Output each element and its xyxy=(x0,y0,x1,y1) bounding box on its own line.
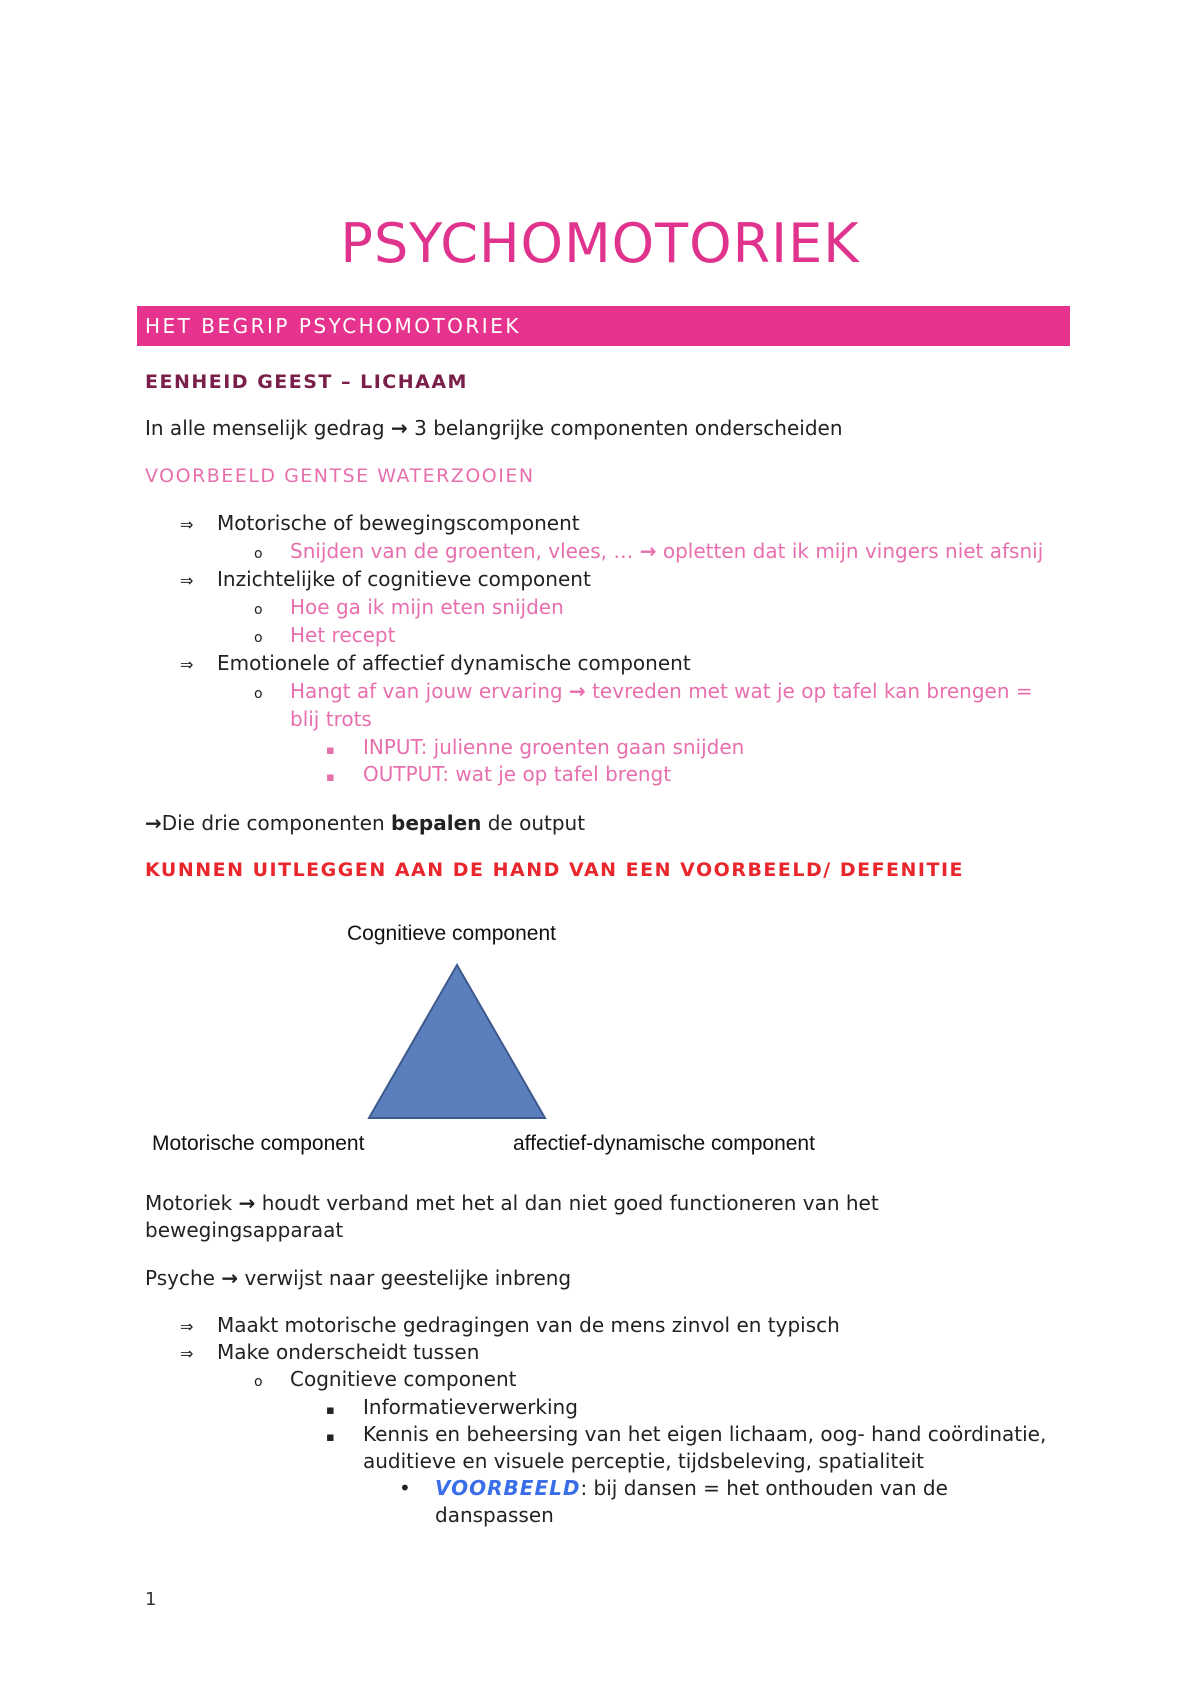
list-item-emotionele: Emotionele of affectief dynamische component xyxy=(217,651,691,675)
implies-icon: ⇒ xyxy=(180,1317,194,1336)
list-subsubitem-output: OUTPUT: wat je op tafel brengt xyxy=(363,762,672,786)
intro-line xyxy=(145,416,843,440)
square-bullet-icon: ▪ xyxy=(326,1403,335,1418)
square-bullet-icon: ▪ xyxy=(326,743,335,758)
diagram-label-left: Motorische component xyxy=(152,1132,365,1155)
list-item-maakt: Maakt motorische gedragingen van de mens zinvol en typisch xyxy=(217,1313,840,1337)
arrow-icon: → xyxy=(639,539,657,563)
circle-bullet-icon: o xyxy=(254,630,263,646)
square-bullet-icon: ▪ xyxy=(326,770,335,785)
arrow-icon: → xyxy=(221,1266,239,1290)
conclusion-line: →Die drie componenten bepalen de output xyxy=(145,811,586,835)
dot-bullet-icon: • xyxy=(399,1476,411,1500)
list-subsubitem-input: INPUT: julienne groenten gaan snijden xyxy=(363,735,745,759)
arrow-icon: → xyxy=(238,1191,256,1215)
implies-icon: ⇒ xyxy=(180,571,194,590)
list-subsubitem-informatie: Informatieverwerking xyxy=(363,1395,578,1419)
circle-bullet-icon: o xyxy=(254,1374,263,1390)
implies-icon: ⇒ xyxy=(180,1344,194,1363)
motoriek-line-cont: bewegingsapparaat xyxy=(145,1218,344,1242)
subheading-voorbeeld: VOORBEELD GENTSE WATERZOOIEN xyxy=(145,465,535,487)
list-subitem-snijden: Snijden van de groenten, vlees, … → opletten dat ik mijn vingers niet afsnij xyxy=(290,539,1044,563)
arrow-icon: → xyxy=(568,679,586,703)
page-number: 1 xyxy=(145,1589,157,1610)
list-item-motorische: Motorische of bewegingscomponent xyxy=(217,511,580,535)
section-heading: HET BEGRIP PSYCHOMOTORIEK xyxy=(145,314,521,338)
arrow-icon: → xyxy=(145,811,162,835)
list-subsubitem-kennis-cont: auditieve en visuele perceptie, tijdsbeleving, spatialiteit xyxy=(363,1449,925,1473)
psyche-line: Psyche → verwijst naar geestelijke inbreng xyxy=(145,1266,572,1290)
implies-icon: ⇒ xyxy=(180,655,194,674)
list-item-inzichtelijke: Inzichtelijke of cognitieve component xyxy=(217,567,591,591)
implies-icon: ⇒ xyxy=(180,515,194,534)
list-subitem-hoe: Hoe ga ik mijn eten snijden xyxy=(290,595,564,619)
intro-text-a: In alle menselijk gedrag xyxy=(145,416,385,440)
circle-bullet-icon: o xyxy=(254,602,263,618)
subheading-eenheid: EENHEID GEEST – LICHAAM xyxy=(145,371,468,393)
motoriek-line: Motoriek → houdt verband met het al dan niet goed functioneren van het xyxy=(145,1191,879,1215)
diagram-label-right: affectief-dynamische component xyxy=(513,1132,815,1155)
list-subitem-ervaring-cont: blij trots xyxy=(290,707,372,731)
list-subitem-ervaring: Hangt af van jouw ervaring → tevreden met wat je op tafel kan brengen = xyxy=(290,679,1033,703)
list-subitem-cognitieve: Cognitieve component xyxy=(290,1367,517,1391)
diagram-label-top: Cognitieve component xyxy=(347,922,556,945)
intro-text-b: 3 belangrijke componenten onderscheiden xyxy=(414,416,843,440)
subheading-uitleggen: KUNNEN UITLEGGEN AAN DE HAND VAN EEN VOORBEELD/ DEFENITIE xyxy=(145,859,965,881)
square-bullet-icon: ▪ xyxy=(326,1430,335,1445)
example-line: VOORBEELD: bij dansen = het onthouden van de xyxy=(435,1476,948,1500)
circle-bullet-icon: o xyxy=(254,546,263,562)
triangle-shape xyxy=(369,965,545,1118)
arrow-icon: → xyxy=(391,416,408,440)
example-line-cont: danspassen xyxy=(435,1503,554,1527)
page-title: PSYCHOMOTORIEK xyxy=(340,212,860,275)
example-label: VOORBEELD xyxy=(435,1476,581,1500)
triangle-diagram xyxy=(360,960,560,1125)
list-item-make: Make onderscheidt tussen xyxy=(217,1340,480,1364)
list-subsubitem-kennis: Kennis en beheersing van het eigen lichaam, oog- hand coördinatie, xyxy=(363,1422,1047,1446)
circle-bullet-icon: o xyxy=(254,686,263,702)
list-subitem-recept: Het recept xyxy=(290,623,396,647)
section-heading-bar xyxy=(137,306,1070,346)
